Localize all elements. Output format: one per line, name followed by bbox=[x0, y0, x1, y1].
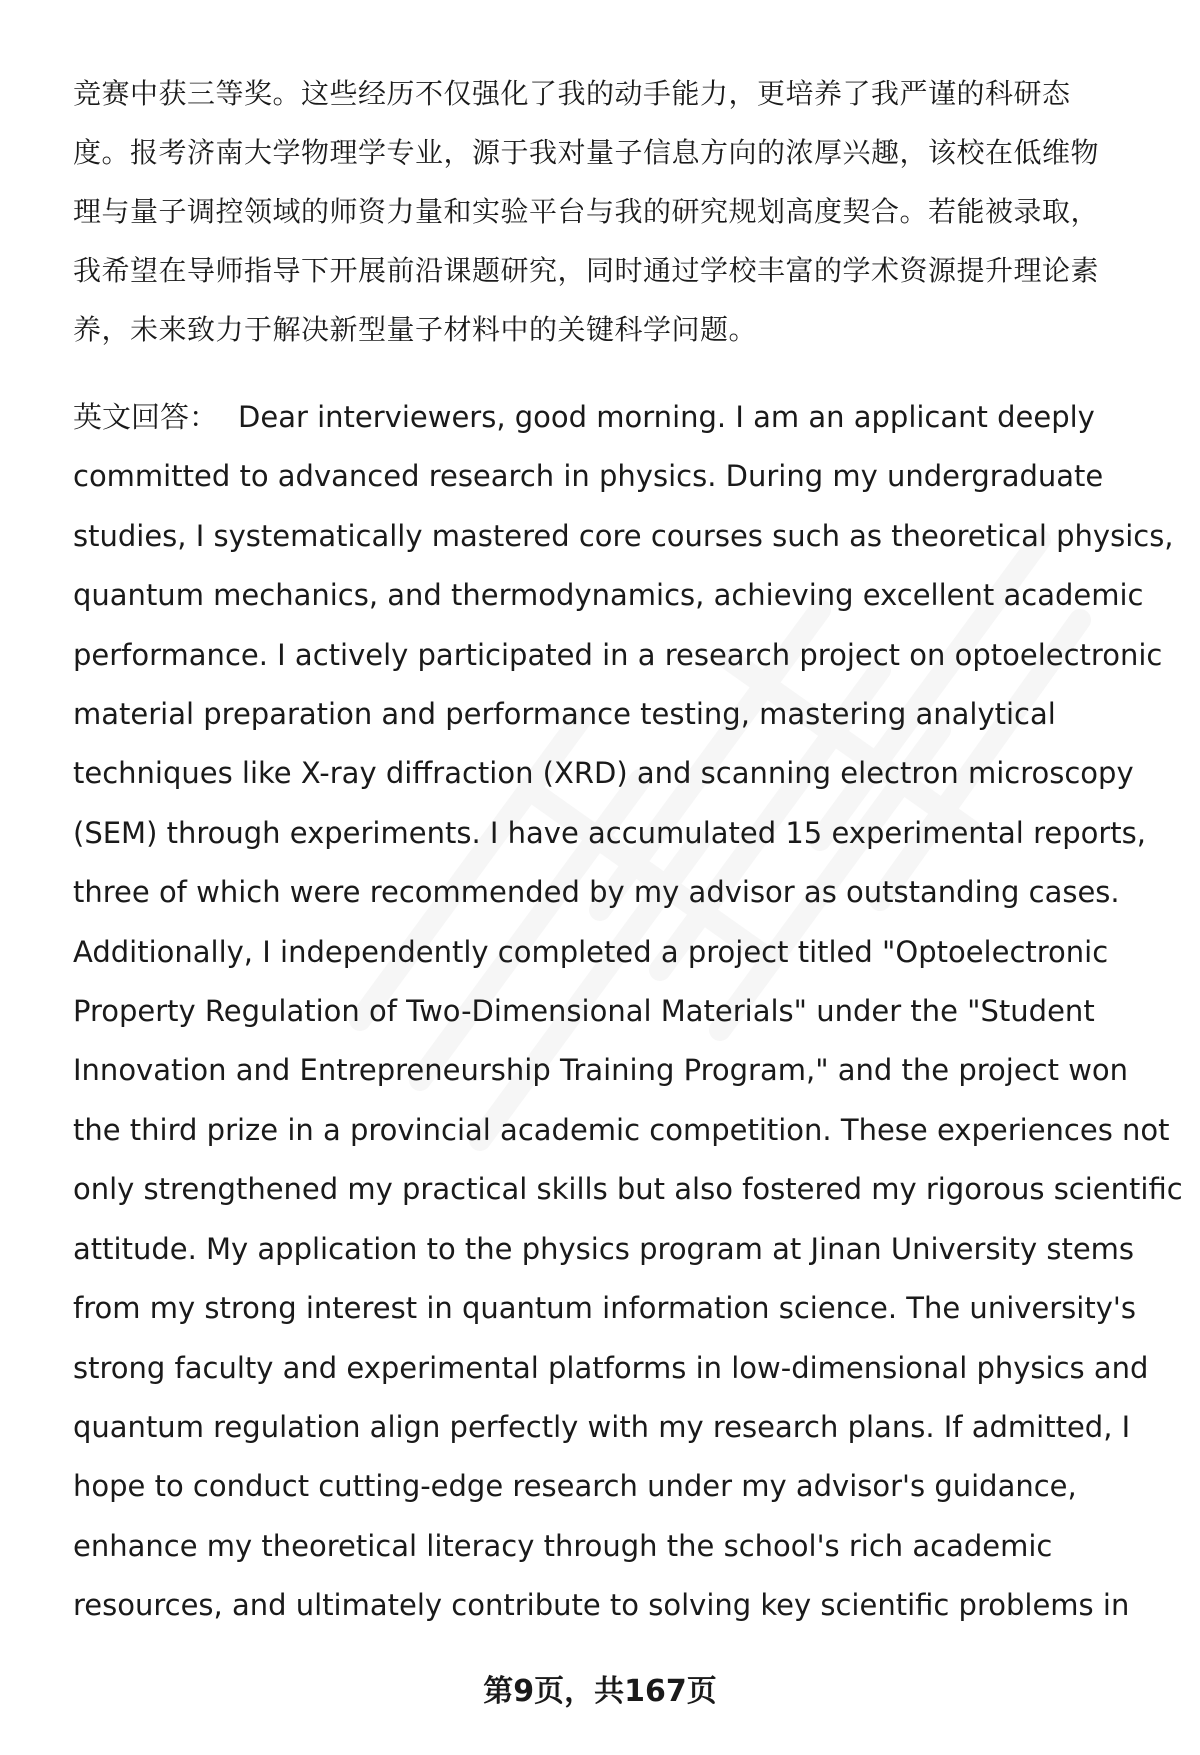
chinese-line: 养，未来致力于解决新型量子材料中的关键科学问题。 bbox=[73, 313, 758, 346]
english-answer-paragraph bbox=[73, 388, 1183, 1636]
english-line: committed to advanced research in physics. During my undergraduate bbox=[73, 459, 1104, 494]
english-line: only strengthened my practical skills but also fostered my rigorous scientific bbox=[73, 1172, 1183, 1207]
english-line: the third prize in a provincial academic competition. These experiences not bbox=[73, 1112, 1170, 1147]
english-line: Innovation and Entrepreneurship Training Program," and the project won bbox=[73, 1053, 1129, 1088]
english-line: quantum mechanics, and thermodynamics, achieving excellent academic bbox=[73, 578, 1144, 613]
english-line: techniques like X-ray diffraction (XRD) and scanning electron microscopy bbox=[73, 756, 1134, 791]
english-answer-first-line bbox=[73, 388, 1163, 447]
chinese-line: 度。报考济南大学物理学专业，源于我对量子信息方向的浓厚兴趣，该校在低维物 bbox=[73, 136, 1100, 169]
english-line: material preparation and performance testing, mastering analytical bbox=[73, 697, 1056, 732]
english-answer-label: 英文回答： bbox=[73, 400, 219, 434]
english-line: Additionally, I independently completed a project titled "Optoelectronic bbox=[73, 934, 1109, 969]
english-line: Dear interviewers, good morning. I am an applicant deeply bbox=[238, 400, 1095, 434]
english-line: Property Regulation of Two-Dimensional Materials" under the "Student bbox=[73, 994, 1095, 1029]
english-line: attitude. My application to the physics program at Jinan University stems bbox=[73, 1231, 1135, 1266]
chinese-paragraph bbox=[73, 64, 1133, 359]
page-number-footer: 第9页，共167页 bbox=[483, 1674, 717, 1709]
english-line: quantum regulation align perfectly with my research plans. If admitted, I bbox=[73, 1409, 1131, 1444]
english-line: from my strong interest in quantum information science. The university's bbox=[73, 1291, 1136, 1326]
english-line: resources, and ultimately contribute to solving key scientific problems in bbox=[73, 1588, 1130, 1623]
english-line: (SEM) through experiments. I have accumulated 15 experimental reports, bbox=[73, 815, 1146, 850]
english-line: studies, I systematically mastered core courses such as theoretical physics, bbox=[73, 518, 1174, 553]
chinese-line: 理与量子调控领域的师资力量和实验平台与我的研究规划高度契合。若能被录取， bbox=[73, 195, 1100, 228]
chinese-line: 竞赛中获三等奖。这些经历不仅强化了我的动手能力，更培养了我严谨的科研态 bbox=[73, 77, 1071, 110]
english-line: hope to conduct cutting-edge research under my advisor's guidance, bbox=[73, 1469, 1077, 1504]
english-line: three of which were recommended by my advisor as outstanding cases. bbox=[73, 875, 1120, 910]
english-line: enhance my theoretical literacy through the school's rich academic bbox=[73, 1528, 1053, 1563]
english-line: performance. I actively participated in a research project on optoelectronic bbox=[73, 637, 1163, 672]
english-line: strong faculty and experimental platforms in low-dimensional physics and bbox=[73, 1350, 1149, 1385]
chinese-line: 我希望在导师指导下开展前沿课题研究，同时通过学校丰富的学术资源提升理论素 bbox=[73, 254, 1100, 287]
